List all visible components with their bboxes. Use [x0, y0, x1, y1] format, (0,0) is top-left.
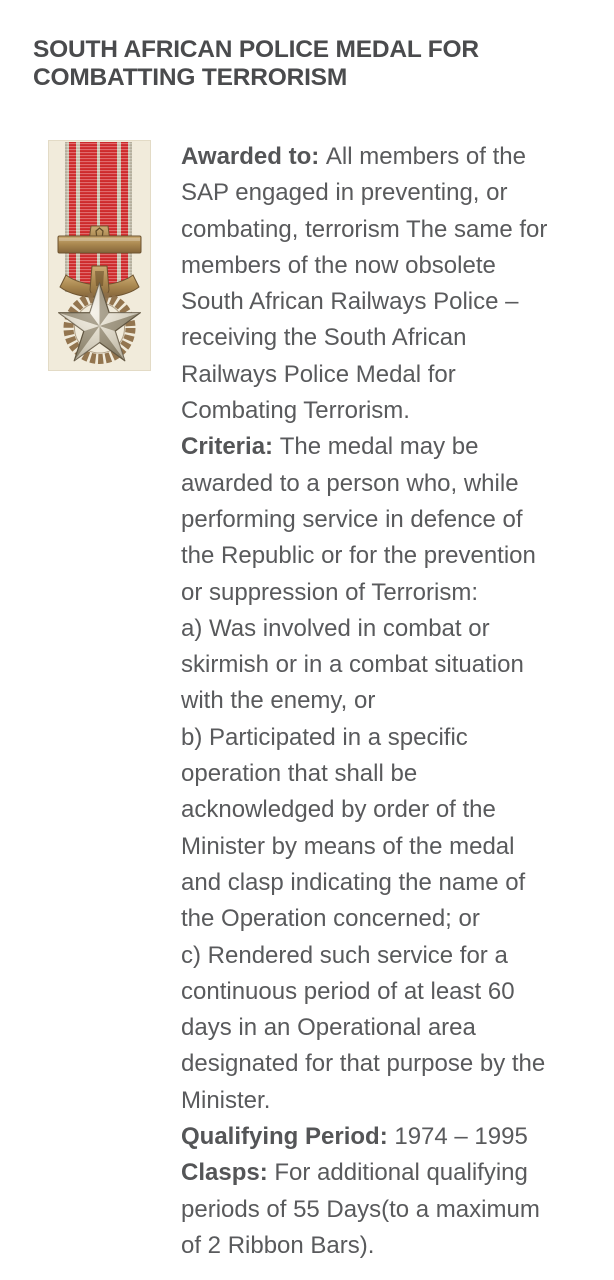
section-label: Qualifying Period:	[181, 1123, 395, 1151]
section-clasps	[181, 1155, 553, 1264]
section-text: All members of the SAP engaged in preventing, or combating, terrorism The same for members of the now obsolete South African Railways Police – receiving the South African Railways Police Medal for Combating Terrorism.	[181, 143, 548, 425]
section-criteria-item-a	[181, 611, 553, 720]
section-label: Clasps:	[181, 1159, 275, 1187]
section-criteria-item-b	[181, 720, 553, 938]
section-text: For additional qualifying periods of 55 Days(to a maximum of 2 Ribbon Bars).	[181, 1159, 540, 1259]
page-title: SOUTH AFRICAN POLICE MEDAL FOR COMBATTING TERRORISM	[33, 36, 479, 92]
section-qualifying-period	[181, 1119, 553, 1155]
section-text: a) Was involved in combat or skirmish or in a combat situation with the enemy, or	[181, 614, 524, 715]
medal-details-text	[181, 139, 553, 1264]
section-text: The medal may be awarded to a person who, while performing service in defence of the Republic or for the prevention or suppression of Terrorism:	[181, 433, 536, 606]
section-criteria-item-c	[181, 938, 553, 1119]
section-criteria	[181, 429, 553, 610]
section-label: Criteria:	[181, 433, 280, 461]
clasp-bar-icon	[58, 236, 141, 253]
section-text: 1974 – 1995	[394, 1123, 528, 1151]
section-label: Awarded to:	[181, 143, 326, 170]
section-awarded-to	[181, 139, 553, 429]
medal-photo-image	[48, 140, 151, 371]
section-text: c) Rendered such service for a continuous period of at least 60 days in an Operational area designated for that purpose by the Minister.	[181, 941, 546, 1114]
section-text: b) Participated in a specific operation that shall be acknowledged by order of the Minister by means of the medal and clasp indicating the name of the Operation concerned; or	[181, 723, 526, 933]
article-body	[48, 139, 553, 1264]
medal-photo	[48, 140, 151, 371]
